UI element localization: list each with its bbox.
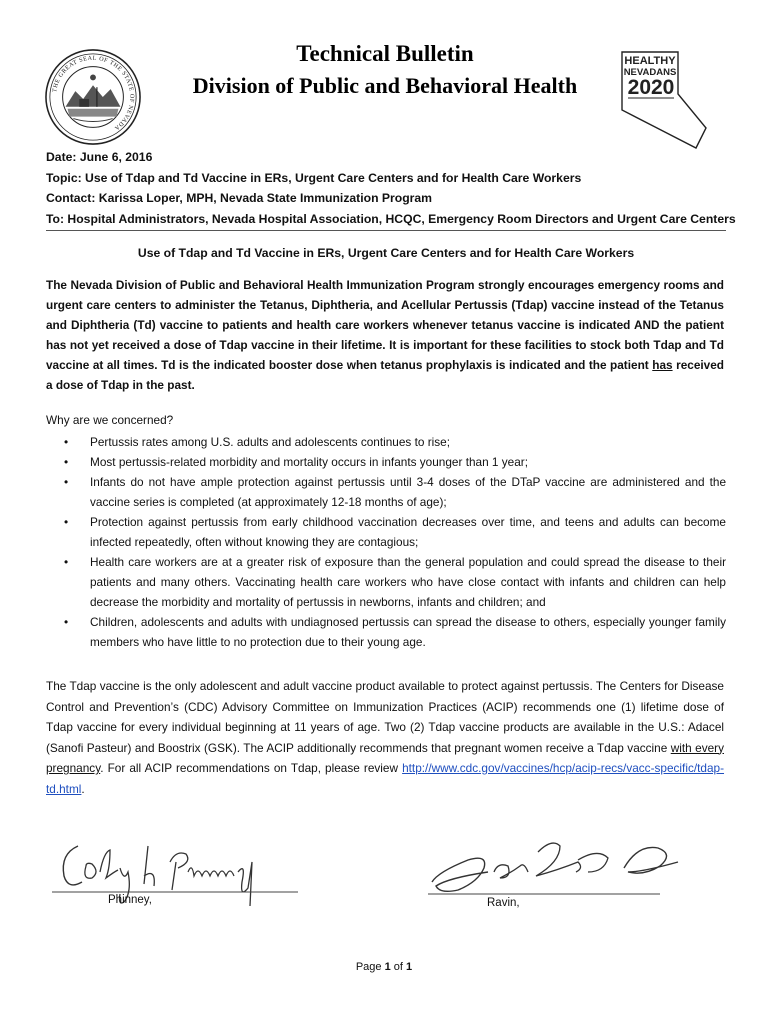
bulletin-title: Technical Bulletin <box>296 41 474 66</box>
tdap-text-2: . For all ACIP recommendations on Tdap, please review <box>100 761 398 775</box>
nevada-seal-icon <box>44 48 142 146</box>
intro-text-2: It is important for these facilities to stock both Tdap and Td vaccine at all times. Td is the indicated booster dose when tetanus prophylaxis is indicated and the patient <box>46 338 724 372</box>
divider <box>46 230 726 231</box>
signer-right-name: Ravin, <box>487 897 520 909</box>
bullet-icon: • <box>64 555 69 569</box>
list-item <box>46 512 726 552</box>
to-line: To: Hospital Administrators, Nevada Hospital Association, HCQC, Emergency Room Directors and Urgent Care Centers <box>46 211 736 226</box>
signer-left-name: Phinney, <box>108 894 152 906</box>
signature-left <box>52 832 302 912</box>
intro-text-1: The Nevada Division of Public and Behavioral Health Immunization Program strongly encourages emergency rooms and urgent care centers to administer the Tetanus, Diphtheria, and Acellular Pertussis (Tdap) vaccine instead of the Tetanus and Diphtheria (Td) vaccine to patients and health care workers whenever tetanus vaccine is indicated AND the patient has not yet received a dose of Tdap vaccine in their lifetime. <box>46 278 724 352</box>
tdap-text-1: The Tdap vaccine is the only adolescent and adult vaccine product available to protect against pertussis. The Centers for Disease Control and Prevention’s (CDC) Advisory Committee on Immunization Practices (ACIP) recommends one (1) lifetime dose of Tdap vaccine for every individual beginning at 11 years of age. Two (2) Tdap vaccine products are available in the U.S.: Adacel (Sanofi Pasteur) and Boostrix (GSK). The ACIP additionally recommends that pregnant women receive a Tdap vaccine <box>46 679 724 755</box>
healthy-nevadans-2020-logo <box>618 50 710 150</box>
topic-line: Topic: Use of Tdap and Td Vaccine in ERs, Urgent Care Centers and for Health Care Workers <box>46 170 582 185</box>
list-item <box>46 472 726 512</box>
bullet-icon: • <box>64 435 69 449</box>
list-item <box>46 432 726 452</box>
page-footer <box>0 961 768 973</box>
section-heading: Use of Tdap and Td Vaccine in ERs, Urgent Care Centers and for Health Care Workers <box>137 246 635 260</box>
intro-text-has: has <box>652 358 673 372</box>
bullet-icon: • <box>64 615 69 629</box>
tdap-paragraph <box>46 676 724 799</box>
title-block <box>150 40 620 100</box>
tdap-text-end: . <box>81 781 85 796</box>
division-title: Division of Public and Behavioral Health <box>192 73 578 98</box>
signature-right <box>428 832 688 912</box>
date-line: Date: June 6, 2016 <box>46 150 153 164</box>
page-number: 1 <box>384 961 391 973</box>
list-item-text: Most pertussis-related morbidity and mortality occurs in infants younger than 1 year; <box>90 455 528 469</box>
list-item-text: Pertussis rates among U.S. adults and adolescents continues to rise; <box>90 435 450 449</box>
bulletin-meta <box>46 147 736 229</box>
svg-text:NEVADANS: NEVADANS <box>623 67 677 78</box>
list-item <box>46 552 726 612</box>
list-item-text: Protection against pertussis from early childhood vaccination decreases over time, and teens and adults can become infected repeatedly, often without knowing they are contagious; <box>90 515 726 549</box>
svg-text:THE GREAT SEAL OF THE STATE OF: THE GREAT SEAL OF THE STATE OF NEVADA <box>52 55 135 132</box>
bullet-icon: • <box>64 455 69 469</box>
list-item-text: Health care workers are at a greater risk of exposure than the general population and could spread the disease to their patients and many others. Vaccinating health care workers who have close contact with infants and children can help decrease the morbidity and mortality of pertussis in newborns, infants and children; and <box>90 555 726 609</box>
list-item <box>46 452 726 472</box>
svg-text:HEALTHY: HEALTHY <box>624 55 676 67</box>
list-item-text: Infants do not have ample protection against pertussis until 3-4 doses of the DTaP vaccine are administered and the vaccine series is completed (at approximately 12-18 months of age); <box>90 475 726 509</box>
intro-paragraph <box>46 275 724 395</box>
list-item-text: Children, adolescents and adults with undiagnosed pertussis can spread the disease to others, especially younger family members who have little to no protection due to their young age. <box>90 615 726 649</box>
acip-link[interactable]: http://www.cdc.gov/vaccines/hcp/acip-recs/vacc-specific/tdap-td.html <box>46 761 725 796</box>
page-word: Page <box>355 961 382 973</box>
bullet-icon: • <box>64 475 69 489</box>
svg-text:2020: 2020 <box>627 76 675 99</box>
concern-heading: Why are we concerned? <box>46 413 174 427</box>
list-item <box>46 612 726 652</box>
of-word: of <box>393 961 403 973</box>
concern-list <box>46 432 726 652</box>
intro-text-3: received a dose of Tdap in the past. <box>46 358 724 392</box>
contact-line: Contact: Karissa Loper, MPH, Nevada State Immunization Program <box>46 191 433 205</box>
page-total: 1 <box>406 961 413 973</box>
bullet-icon: • <box>64 515 69 529</box>
tdap-text-underlined: with every pregnancy <box>46 740 724 775</box>
